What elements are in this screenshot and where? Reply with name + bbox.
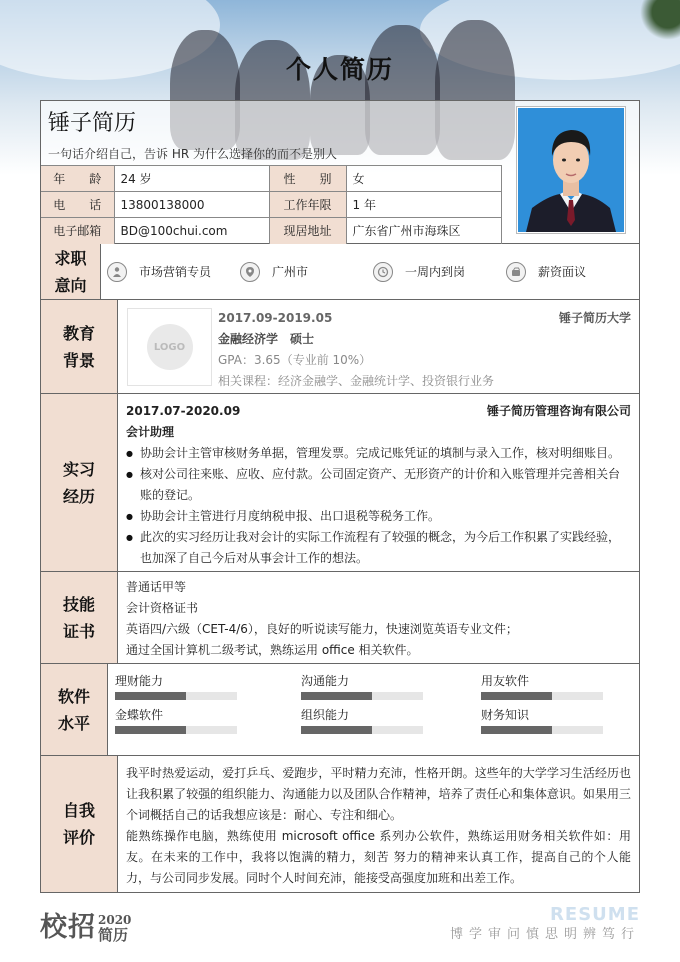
tagline: 一句话介绍自己，告诉 HR 为什么选择你的而不是别人 <box>48 147 337 161</box>
internship-label: 实习 经历 <box>41 394 118 571</box>
skill-level-bar <box>301 726 423 734</box>
skill-level-bar <box>115 726 237 734</box>
address-label: 现居地址 <box>269 218 346 244</box>
software-item: 组织能力 <box>301 706 481 734</box>
internship-section <box>40 394 640 572</box>
clock-icon <box>373 262 393 282</box>
resume-watermark: RESUME <box>550 904 640 925</box>
software-item: 金蝶软件 <box>115 706 301 734</box>
intent-position: 市场营销专员 <box>107 262 240 282</box>
phone-value: 13800138000 <box>114 192 269 218</box>
education-label: 教育 背景 <box>41 300 118 393</box>
software-item: 沟通能力 <box>301 672 481 700</box>
major-degree: 金融经济学 硕士 <box>218 332 315 346</box>
list-item: ● 核对公司往来账、应收、应付款。公司固定资产、无形资产的计价和入账管理并完善相关台账的登记。 <box>126 464 631 506</box>
software-item: 财务知识 <box>481 706 631 734</box>
skill-line: 普通话甲等 <box>126 580 187 594</box>
profile-photo-frame <box>516 106 626 234</box>
software-item: 理财能力 <box>115 672 301 700</box>
skill-line: 通过全国计算机二级考试，熟练运用 office 相关软件。 <box>126 643 419 657</box>
evaluation-paragraph: 我平时热爱运动，爱打乒乓、爱跑步，平时精力充沛，性格开朗。这些年的大学学习生活经历也让我积累了较强的组织能力、沟通能力以及团队合作精神，培养了责任心和集体意识。如果用三个词概括自己的话我想应该是：耐心、专注和细心。 <box>126 766 631 822</box>
courses: 相关课程：经济金融学、金融统计学、投资银行业务 <box>218 374 495 388</box>
software-section <box>40 664 640 756</box>
profile-photo <box>518 108 624 232</box>
footer-logo: 校招 2020 简历 <box>40 912 132 944</box>
school-name: 锤子简历大学 <box>558 311 631 325</box>
resume-name: 锤子简历 <box>48 111 137 136</box>
job-intent-section <box>40 244 640 300</box>
gender-label: 性 别 <box>269 166 346 192</box>
basic-info-table <box>41 165 502 244</box>
list-item: ● 协助会计主管进行月度纳税申报、出口退税等税务工作。 <box>126 506 631 527</box>
age-value: 24 岁 <box>114 166 269 192</box>
self-evaluation-label: 自我 评价 <box>41 756 118 892</box>
job-intent-label: 求职 意向 <box>41 244 101 299</box>
software-label: 软件 水平 <box>41 664 108 755</box>
skills-label: 技能 证书 <box>41 572 118 663</box>
internship-role: 会计助理 <box>126 425 175 439</box>
work-years-label: 工作年限 <box>269 192 346 218</box>
skill-level-bar <box>481 692 603 700</box>
skill-level-bar <box>481 726 603 734</box>
list-item: ● 协助会计主管审核财务单据，管理发票。完成记账凭证的填制与录入工作，核对明细账目。 <box>126 443 631 464</box>
company-name: 锤子简历管理咨询有限公司 <box>486 404 631 418</box>
footer-motto <box>450 905 640 945</box>
software-item: 用友软件 <box>481 672 631 700</box>
education-period: 2017.09-2019.05 <box>218 311 333 325</box>
email-label: 电子邮箱 <box>41 218 114 244</box>
profile-header <box>40 100 640 244</box>
location-icon <box>240 262 260 282</box>
tree-decoration <box>640 0 680 40</box>
portrait-illustration <box>518 108 624 232</box>
intent-city: 广州市 <box>240 262 373 282</box>
list-item: ● 此次的实习经历让我对会计的实际工作流程有了较强的概念，为今后工作积累了实践经验，也加深了自己今后对从事会计工作的想法。 <box>126 527 631 569</box>
motto-text: 博学审问慎思明辨笃行 <box>449 927 640 942</box>
person-icon <box>107 262 127 282</box>
phone-label: 电 话 <box>41 192 114 218</box>
work-years-value: 1 年 <box>346 192 502 218</box>
self-evaluation-section <box>40 756 640 893</box>
address-value: 广东省广州市海珠区 <box>346 218 502 244</box>
gender-value: 女 <box>346 166 502 192</box>
intent-availability: 一周内到岗 <box>373 262 506 282</box>
email-value: BD@100chui.com <box>114 218 269 244</box>
skill-line: 英语四/六级（CET-4/6），良好的听说读写能力，快速浏览英语专业文件； <box>126 622 518 636</box>
evaluation-paragraph: 能熟练操作电脑，熟练使用 microsoft office 系列办公软件，熟练运用财务相关软件如：用友。在未来的工作中，我将以饱满的精力，刻苦 努力的精神来认真工作，提高自己的个人能力，与公司同步发展。同时个人时间充沛，能接受高强度加班和出差工作。 <box>126 829 631 885</box>
software-grid <box>115 672 631 734</box>
skills-section <box>40 572 640 664</box>
age-label: 年 龄 <box>41 166 114 192</box>
internship-period: 2017.07-2020.09 <box>126 404 241 418</box>
skill-level-bar <box>115 692 237 700</box>
skill-level-bar <box>301 692 423 700</box>
wallet-icon <box>506 262 526 282</box>
intent-salary: 薪资面议 <box>506 262 639 282</box>
education-section <box>40 300 640 394</box>
school-logo: LOGO <box>127 308 212 386</box>
gpa: GPA：3.65（专业前 10%） <box>218 353 372 367</box>
page-title: 个人简历 <box>285 55 394 84</box>
internship-duties <box>126 443 631 569</box>
skill-line: 会计资格证书 <box>126 601 199 615</box>
